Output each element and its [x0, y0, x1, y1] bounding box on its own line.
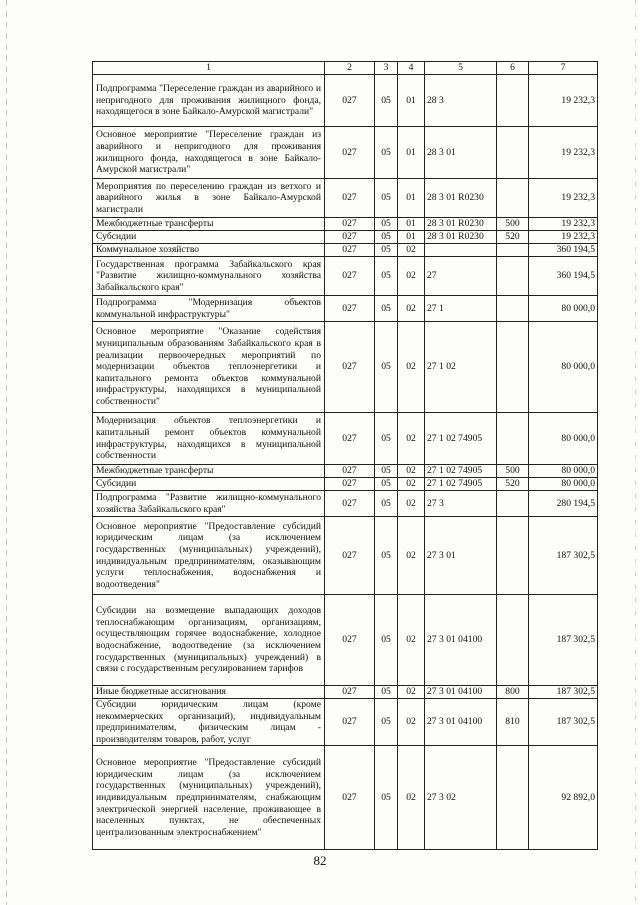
header-cell: 7 [529, 62, 598, 75]
expense-type-cell [497, 413, 529, 465]
subsection-code-cell: 01 [398, 179, 425, 218]
expense-type-cell [497, 127, 529, 179]
table-row [93, 413, 598, 465]
section-code-cell: 05 [375, 322, 398, 413]
amount-cell: 187 302,5 [529, 699, 598, 746]
table-row [93, 595, 598, 686]
subsection-code-cell: 02 [398, 413, 425, 465]
target-article-cell: 27 1 02 74905 [425, 465, 497, 478]
target-article-cell [425, 244, 497, 257]
table-row [93, 244, 598, 257]
target-article-cell: 27 1 [425, 296, 497, 322]
target-article-cell: 28 3 01 R0230 [425, 218, 497, 231]
amount-cell: 280 194,5 [529, 491, 598, 517]
subsection-code-cell: 02 [398, 322, 425, 413]
subsection-code-cell: 02 [398, 699, 425, 746]
amount-cell: 80 000,0 [529, 478, 598, 491]
grbs-code-cell: 027 [325, 179, 375, 218]
amount-cell: 80 000,0 [529, 413, 598, 465]
header-cell: 6 [497, 62, 529, 75]
amount-cell: 92 892,0 [529, 746, 598, 850]
section-code-cell: 05 [375, 127, 398, 179]
table-row [93, 218, 598, 231]
target-article-cell: 27 3 01 04100 [425, 699, 497, 746]
amount-cell: 19 232,3 [529, 218, 598, 231]
amount-cell: 187 302,5 [529, 517, 598, 595]
section-code-cell: 05 [375, 231, 398, 244]
expense-type-cell: 810 [497, 699, 529, 746]
amount-cell: 360 194,5 [529, 257, 598, 296]
grbs-code-cell: 027 [325, 699, 375, 746]
subsection-code-cell: 01 [398, 231, 425, 244]
subsection-code-cell: 01 [398, 127, 425, 179]
row-name-cell: Основное мероприятие "Предоставление субсидий юридическим лицам (за исключением государственных (муниципальных) учреждений), индивидуальным предпринимателям, оказывающим услуги теплоснабжения, водоснабжения и водоотведения" [93, 517, 325, 595]
target-article-cell: 27 3 01 04100 [425, 595, 497, 686]
section-code-cell: 05 [375, 699, 398, 746]
expense-type-cell: 520 [497, 231, 529, 244]
grbs-code-cell: 027 [325, 257, 375, 296]
target-article-cell: 28 3 [425, 75, 497, 127]
target-article-cell: 27 3 [425, 491, 497, 517]
table-row [93, 257, 598, 296]
budget-table [92, 61, 598, 850]
expense-type-cell [497, 322, 529, 413]
subsection-code-cell: 02 [398, 244, 425, 257]
expense-type-cell [497, 746, 529, 850]
grbs-code-cell: 027 [325, 218, 375, 231]
amount-cell: 19 232,3 [529, 127, 598, 179]
expense-type-cell [497, 491, 529, 517]
grbs-code-cell: 027 [325, 595, 375, 686]
subsection-code-cell: 02 [398, 686, 425, 699]
target-article-cell: 28 3 01 R0230 [425, 231, 497, 244]
target-article-cell: 27 1 02 [425, 322, 497, 413]
target-article-cell: 27 [425, 257, 497, 296]
expense-type-cell [497, 296, 529, 322]
row-name-cell: Субсидии [93, 478, 325, 491]
section-code-cell: 05 [375, 517, 398, 595]
row-name-cell: Субсидии [93, 231, 325, 244]
header-cell: 2 [325, 62, 375, 75]
row-name-cell: Иные бюджетные ассигнования [93, 686, 325, 699]
table-row [93, 231, 598, 244]
grbs-code-cell: 027 [325, 296, 375, 322]
target-article-cell: 27 3 01 04100 [425, 686, 497, 699]
section-code-cell: 05 [375, 244, 398, 257]
expense-type-cell [497, 75, 529, 127]
subsection-code-cell: 02 [398, 257, 425, 296]
target-article-cell: 27 3 02 [425, 746, 497, 850]
subsection-code-cell: 02 [398, 595, 425, 686]
grbs-code-cell: 027 [325, 127, 375, 179]
row-name-cell: Основное мероприятие "Переселение граждан из аварийного и непригодного для проживания жилищного фонда, находящегося в зоне Байкало-Амурской магистрали" [93, 127, 325, 179]
subsection-code-cell: 02 [398, 465, 425, 478]
header-cell: 1 [93, 62, 325, 75]
section-code-cell: 05 [375, 218, 398, 231]
expense-type-cell [497, 244, 529, 257]
section-code-cell: 05 [375, 478, 398, 491]
section-code-cell: 05 [375, 746, 398, 850]
amount-cell: 187 302,5 [529, 686, 598, 699]
header-cell: 3 [375, 62, 398, 75]
amount-cell: 80 000,0 [529, 296, 598, 322]
amount-cell: 19 232,3 [529, 179, 598, 218]
section-code-cell: 05 [375, 179, 398, 218]
grbs-code-cell: 027 [325, 517, 375, 595]
row-name-cell: Коммунальное хозяйство [93, 244, 325, 257]
expense-type-cell: 500 [497, 465, 529, 478]
amount-cell: 19 232,3 [529, 231, 598, 244]
page-number: 82 [313, 853, 327, 868]
row-name-cell: Подпрограмма "Развитие жилищно-коммунального хозяйства Забайкальского края" [93, 491, 325, 517]
row-name-cell: Мероприятия по переселению граждан из ветхого и аварийного жилья в зоне Байкало-Амурской магистрали [93, 179, 325, 218]
subsection-code-cell: 02 [398, 491, 425, 517]
row-name-cell: Субсидии на возмещение выпадающих доходов теплоснабжающим организациям, организациям, осуществляющим горячее водоснабжение, холодное водоснабжение, водоотведение (за исключением государственных (муниципальных) учреждений) в связи с государственным регулированием тарифов [93, 595, 325, 686]
subsection-code-cell: 02 [398, 517, 425, 595]
row-name-cell: Межбюджетные трансферты [93, 465, 325, 478]
expense-type-cell [497, 517, 529, 595]
target-article-cell: 28 3 01 [425, 127, 497, 179]
target-article-cell: 27 3 01 [425, 517, 497, 595]
subsection-code-cell: 02 [398, 296, 425, 322]
table-header-row [93, 62, 598, 75]
expense-type-cell [497, 595, 529, 686]
amount-cell: 80 000,0 [529, 322, 598, 413]
row-name-cell: Модернизация объектов теплоэнергетики и капитальный ремонт объектов коммунальной инфраструктуры, находящихся в муниципальной собственности [93, 413, 325, 465]
section-code-cell: 05 [375, 465, 398, 478]
subsection-code-cell: 01 [398, 75, 425, 127]
section-code-cell: 05 [375, 413, 398, 465]
section-code-cell: 05 [375, 686, 398, 699]
section-code-cell: 05 [375, 595, 398, 686]
section-code-cell: 05 [375, 257, 398, 296]
section-code-cell: 05 [375, 296, 398, 322]
expense-type-cell: 500 [497, 218, 529, 231]
amount-cell: 80 000,0 [529, 465, 598, 478]
grbs-code-cell: 027 [325, 746, 375, 850]
grbs-code-cell: 027 [325, 413, 375, 465]
target-article-cell: 28 3 01 R0230 [425, 179, 497, 218]
amount-cell: 187 302,5 [529, 595, 598, 686]
grbs-code-cell: 027 [325, 686, 375, 699]
table-row [93, 746, 598, 850]
subsection-code-cell: 01 [398, 218, 425, 231]
table-row [93, 296, 598, 322]
table-row [93, 699, 598, 746]
amount-cell: 360 194,5 [529, 244, 598, 257]
header-cell: 5 [425, 62, 497, 75]
table-row [93, 322, 598, 413]
table-row [93, 491, 598, 517]
grbs-code-cell: 027 [325, 465, 375, 478]
scan-edge-left [6, 0, 7, 905]
row-name-cell: Подпрограмма "Модернизация объектов коммунальной инфраструктуры" [93, 296, 325, 322]
section-code-cell: 05 [375, 491, 398, 517]
subsection-code-cell: 02 [398, 746, 425, 850]
expense-type-cell [497, 179, 529, 218]
table-row [93, 517, 598, 595]
expense-type-cell: 800 [497, 686, 529, 699]
header-cell: 4 [398, 62, 425, 75]
table-row [93, 478, 598, 491]
grbs-code-cell: 027 [325, 231, 375, 244]
table-row [93, 179, 598, 218]
table-row [93, 127, 598, 179]
section-code-cell: 05 [375, 75, 398, 127]
expense-type-cell [497, 257, 529, 296]
row-name-cell: Государственная программа Забайкальского края "Развитие жилищно-коммунального хозяйства Забайкальского края" [93, 257, 325, 296]
amount-cell: 19 232,3 [529, 75, 598, 127]
grbs-code-cell: 027 [325, 491, 375, 517]
scan-edge-right [635, 0, 636, 905]
row-name-cell: Субсидии юридическим лицам (кроме некоммерческих организаций), индивидуальным предпринимателям, физическим лицам - производителям товаров, работ, услуг [93, 699, 325, 746]
grbs-code-cell: 027 [325, 478, 375, 491]
grbs-code-cell: 027 [325, 244, 375, 257]
expense-type-cell: 520 [497, 478, 529, 491]
target-article-cell: 27 1 02 74905 [425, 413, 497, 465]
row-name-cell: Основное мероприятие "Предоставление субсидий юридическим лицам (за исключением государственных (муниципальных) учреждений), индивидуальным предпринимателям, снабжающим электрической энергией население, проживающее в населенных пунктах, не обеспеченных централизованным электроснабжением" [93, 746, 325, 850]
table-row [93, 686, 598, 699]
grbs-code-cell: 027 [325, 322, 375, 413]
table-row [93, 465, 598, 478]
target-article-cell: 27 1 02 74905 [425, 478, 497, 491]
row-name-cell: Межбюджетные трансферты [93, 218, 325, 231]
row-name-cell: Подпрограмма "Переселение граждан из аварийного и непригодного для проживания жилищного фонда, находящегося в зоне Байкало-Амурской магистрали" [93, 75, 325, 127]
row-name-cell: Основное мероприятие "Оказание содействия муниципальным образованиям Забайкальского края в реализации первоочередных мероприятий по модернизации объектов теплоэнергетики и капитального ремонта объектов коммунальной инфраструктуры, находящихся в муниципальной собственности" [93, 322, 325, 413]
table-row [93, 75, 598, 127]
grbs-code-cell: 027 [325, 75, 375, 127]
subsection-code-cell: 02 [398, 478, 425, 491]
